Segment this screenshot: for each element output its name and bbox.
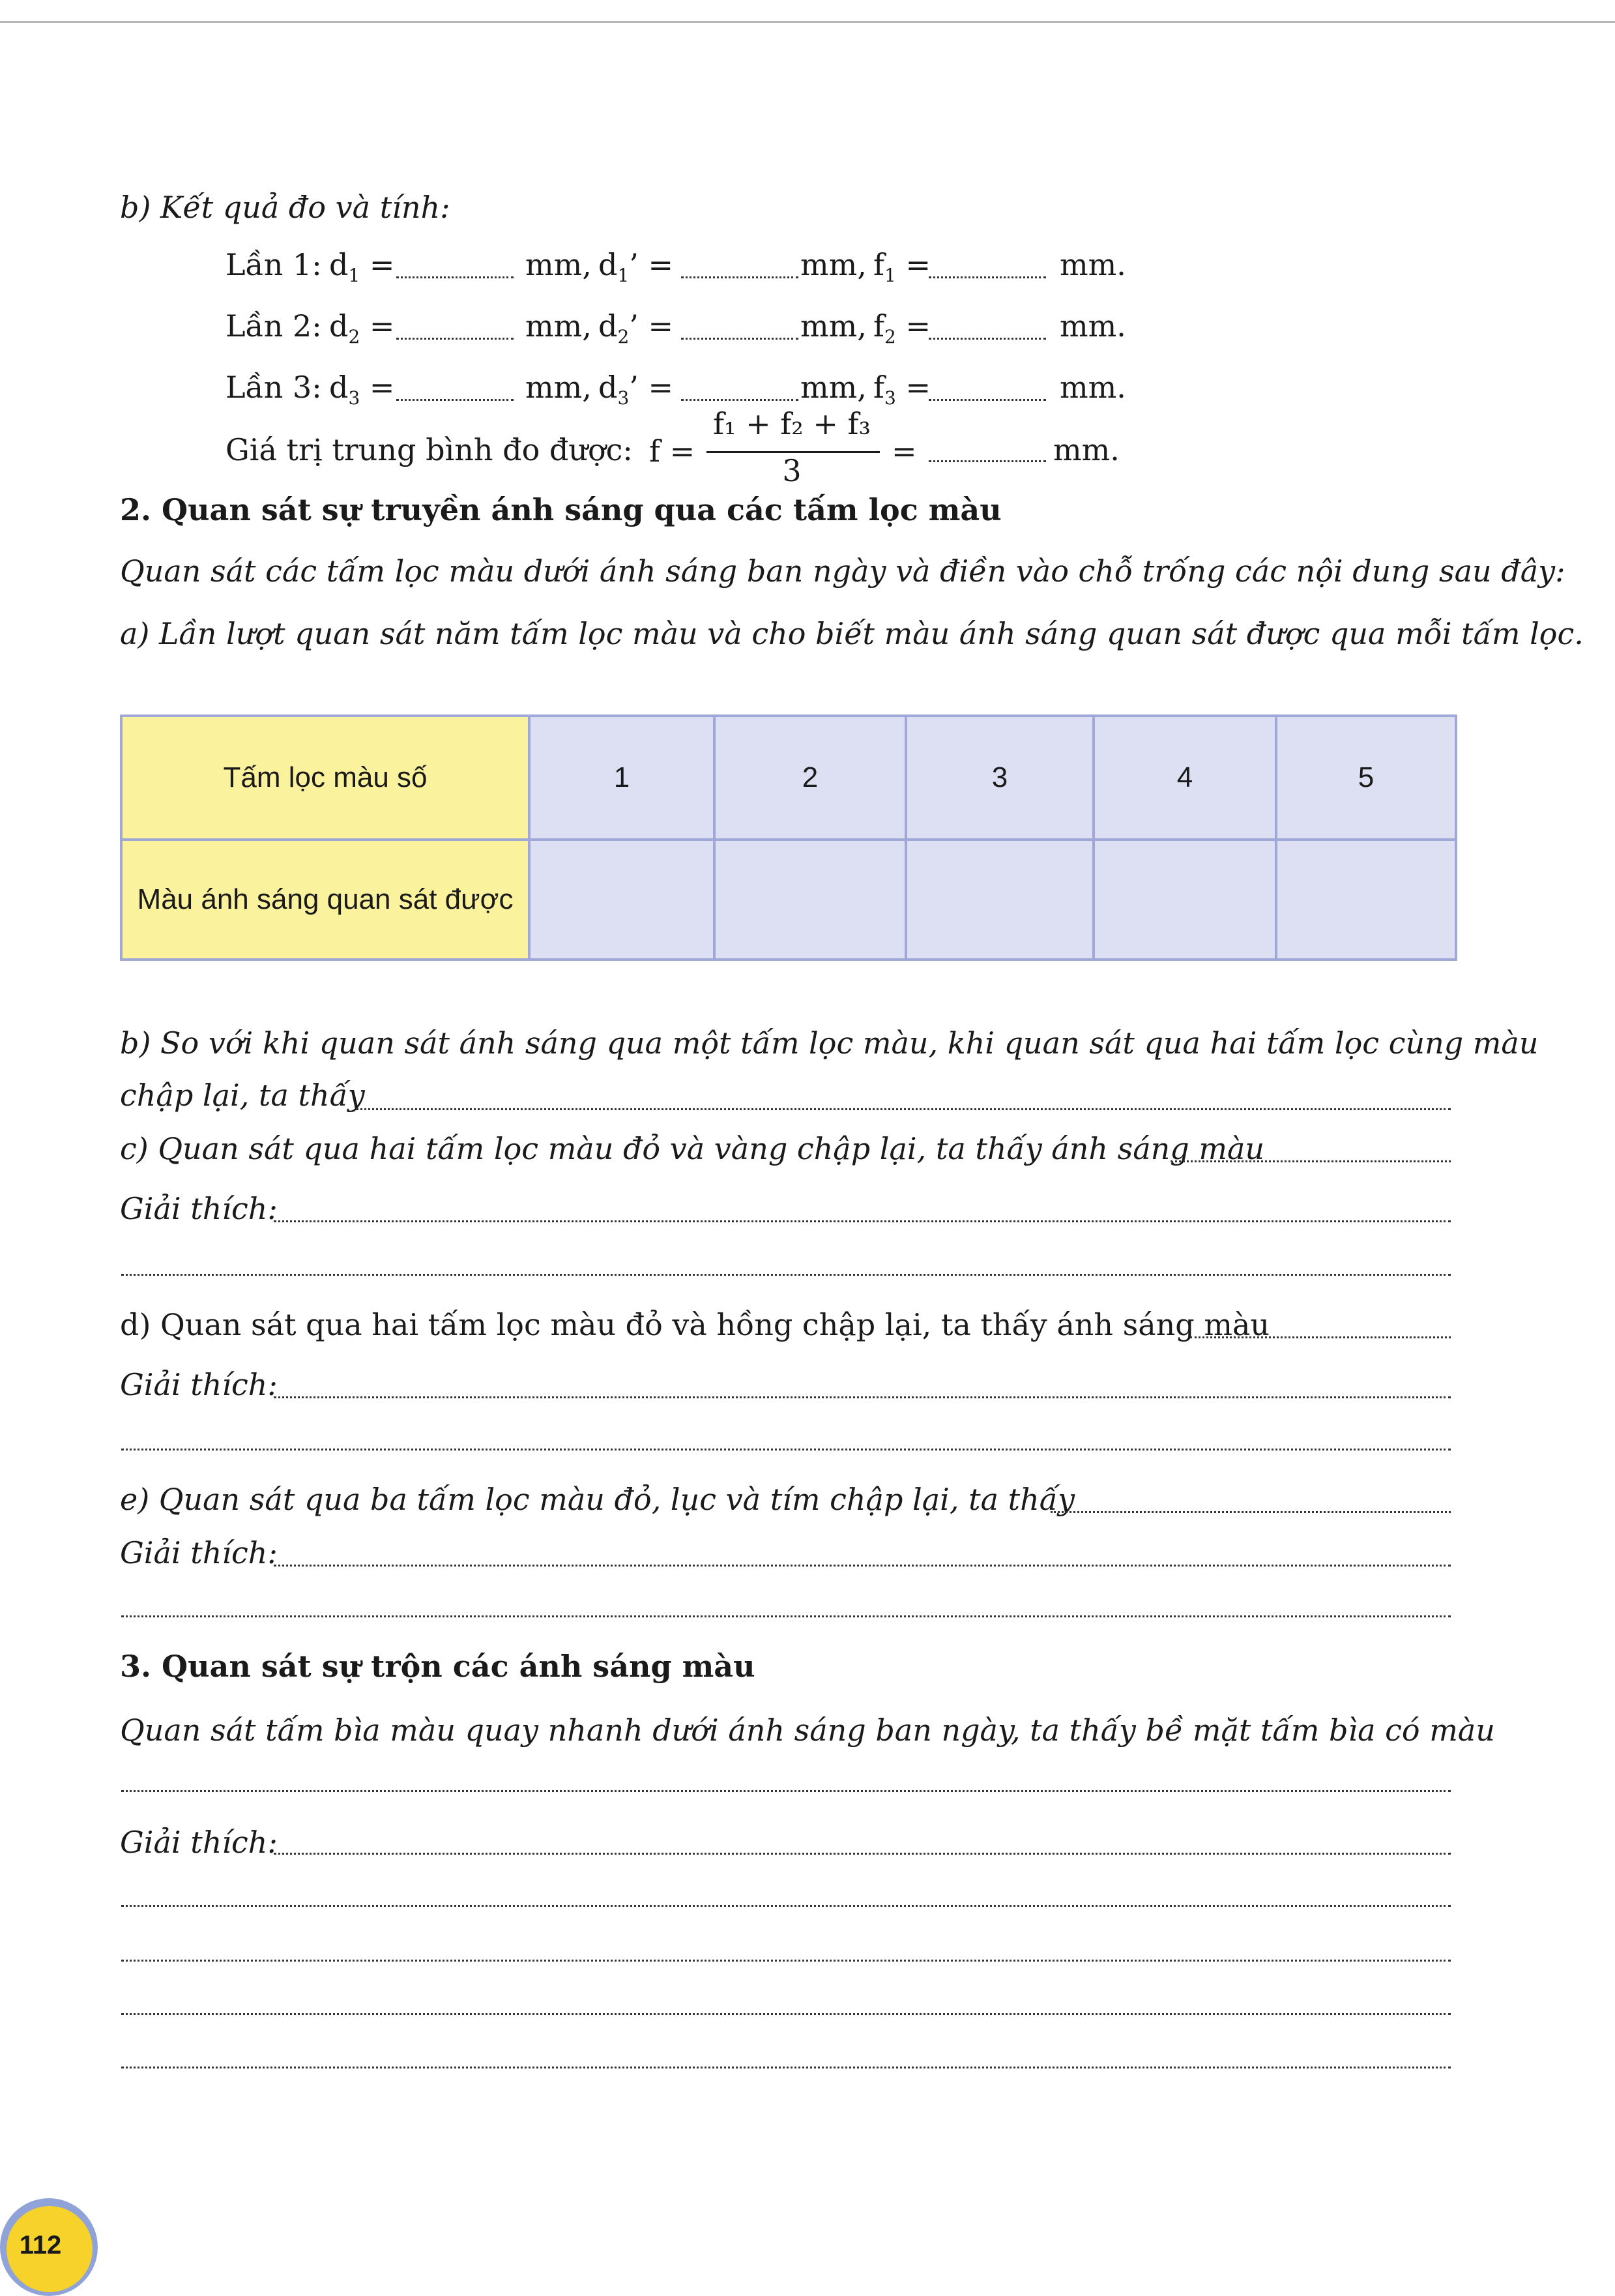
average-label: Giá trị trung bình đo được: bbox=[226, 432, 633, 467]
formula-numerator: f₁ + f₂ + f₃ bbox=[713, 406, 871, 441]
row3-f: $f_3$ = bbox=[873, 370, 931, 409]
page-number: 112 bbox=[19, 2231, 62, 2259]
row1-f-blank[interactable] bbox=[929, 276, 1046, 278]
section3-text: Quan sát tấm bìa màu quay nhanh dưới ánh sáng ban ngày, ta thấy bề mặt tấm bìa có màu bbox=[120, 1713, 1495, 1748]
row1-dprime: $d_1$’ = bbox=[598, 247, 674, 286]
row3-dprime: $d_3$’ = bbox=[598, 370, 674, 409]
section2-c: c) Quan sát qua hai tấm lọc màu đỏ và vàng chập lại, ta thấy ánh sáng màu bbox=[120, 1131, 1264, 1166]
section3-explain-label: Giải thích: bbox=[120, 1825, 278, 1860]
e-explain-label: Giải thích: bbox=[120, 1535, 278, 1570]
filter-table bbox=[120, 714, 1457, 961]
row1-label: Lần 1: bbox=[226, 247, 322, 282]
row1-f: $f_1$ = bbox=[873, 247, 931, 286]
average-unit: mm. bbox=[1053, 432, 1120, 467]
formula-eq: = bbox=[892, 434, 917, 469]
row2-d: $d_2$ = bbox=[329, 308, 395, 347]
d-explain-blank[interactable] bbox=[274, 1396, 1451, 1398]
filter-col-5: 5 bbox=[1276, 716, 1456, 840]
observed-color-cell-2[interactable] bbox=[714, 840, 906, 960]
row1-dprime-blank[interactable] bbox=[681, 276, 798, 278]
section2-a: a) Lần lượt quan sát năm tấm lọc màu và cho biết màu ánh sáng quan sát được qua mỗi tấm lọc. bbox=[120, 616, 1584, 651]
filter-col-2: 2 bbox=[714, 716, 906, 840]
part-b-heading: b) Kết quả đo và tính: bbox=[120, 190, 450, 225]
c-answer-blank[interactable] bbox=[1171, 1160, 1451, 1162]
row1-unit2: mm, bbox=[800, 247, 867, 282]
section2-d: d) Quan sát qua hai tấm lọc màu đỏ và hồng chập lại, ta thấy ánh sáng màu bbox=[120, 1307, 1270, 1342]
row2-label: Lần 2: bbox=[226, 308, 322, 344]
filter-col-1: 1 bbox=[529, 716, 714, 840]
top-rule bbox=[0, 21, 1615, 23]
section2-b-line2: chập lại, ta thấy bbox=[120, 1078, 365, 1113]
b-answer-blank[interactable] bbox=[356, 1108, 1451, 1110]
section2-title: 2. Quan sát sự truyền ánh sáng qua các tấm lọc màu bbox=[120, 492, 1002, 527]
row3-unit1: mm, bbox=[525, 370, 592, 405]
d-explain-label: Giải thích: bbox=[120, 1367, 278, 1402]
section3-explain-line-3[interactable] bbox=[121, 1960, 1451, 1962]
row3-unit3: mm. bbox=[1060, 370, 1126, 405]
section3-title: 3. Quan sát sự trộn các ánh sáng màu bbox=[120, 1649, 755, 1684]
c-explain-label: Giải thích: bbox=[120, 1191, 278, 1226]
average-blank[interactable] bbox=[929, 460, 1046, 462]
formula-denominator: 3 bbox=[782, 453, 802, 488]
c-explain-blank[interactable] bbox=[274, 1220, 1451, 1222]
row1-d-blank[interactable] bbox=[396, 276, 514, 278]
observed-color-cell-5[interactable] bbox=[1276, 840, 1456, 960]
row3-f-blank[interactable] bbox=[929, 399, 1046, 401]
row1-d: $d_1$ = bbox=[329, 247, 395, 286]
e-answer-blank[interactable] bbox=[1051, 1511, 1451, 1513]
row2-dprime-blank[interactable] bbox=[681, 338, 798, 340]
observed-color-header: Màu ánh sáng quan sát được bbox=[121, 840, 529, 960]
section3-explain-blank[interactable] bbox=[274, 1853, 1451, 1855]
row3-d-blank[interactable] bbox=[396, 399, 514, 401]
filter-col-4: 4 bbox=[1094, 716, 1276, 840]
observed-color-cell-4[interactable] bbox=[1094, 840, 1276, 960]
row1-unit1: mm, bbox=[525, 247, 592, 282]
section3-answer-line[interactable] bbox=[121, 1790, 1451, 1792]
row2-unit1: mm, bbox=[525, 308, 592, 344]
filter-number-header: Tấm lọc màu số bbox=[121, 716, 529, 840]
observed-color-cell-1[interactable] bbox=[529, 840, 714, 960]
section3-explain-line-5[interactable] bbox=[121, 2067, 1451, 2068]
row1-unit3: mm. bbox=[1060, 247, 1126, 282]
d-explain-line-2[interactable] bbox=[121, 1449, 1451, 1450]
formula-lhs: f = bbox=[649, 434, 695, 469]
row2-f: $f_2$ = bbox=[873, 308, 931, 347]
row2-d-blank[interactable] bbox=[396, 338, 514, 340]
row3-label: Lần 3: bbox=[226, 370, 322, 405]
d-answer-blank[interactable] bbox=[1190, 1336, 1451, 1338]
section2-b-line1: b) So với khi quan sát ánh sáng qua một tấm lọc màu, khi quan sát qua hai tấm lọc cùng màu bbox=[120, 1025, 1539, 1061]
filter-col-3: 3 bbox=[906, 716, 1094, 840]
section2-e: e) Quan sát qua ba tấm lọc màu đỏ, lục và tím chập lại, ta thấy bbox=[120, 1482, 1075, 1517]
section3-explain-line-2[interactable] bbox=[121, 1905, 1451, 1907]
row2-f-blank[interactable] bbox=[929, 338, 1046, 340]
row2-dprime: $d_2$’ = bbox=[598, 308, 674, 347]
section2-intro: Quan sát các tấm lọc màu dưới ánh sáng ban ngày và điền vào chỗ trống các nội dung sau đây: bbox=[120, 553, 1565, 589]
e-explain-line-2[interactable] bbox=[121, 1615, 1451, 1617]
section3-explain-line-4[interactable] bbox=[121, 2013, 1451, 2015]
row3-unit2: mm, bbox=[800, 370, 867, 405]
row3-dprime-blank[interactable] bbox=[681, 399, 798, 401]
row2-unit2: mm, bbox=[800, 308, 867, 344]
c-explain-line-2[interactable] bbox=[121, 1274, 1451, 1276]
row3-d: $d_3$ = bbox=[329, 370, 395, 409]
row2-unit3: mm. bbox=[1060, 308, 1126, 344]
e-explain-blank[interactable] bbox=[274, 1565, 1451, 1567]
observed-color-cell-3[interactable] bbox=[906, 840, 1094, 960]
